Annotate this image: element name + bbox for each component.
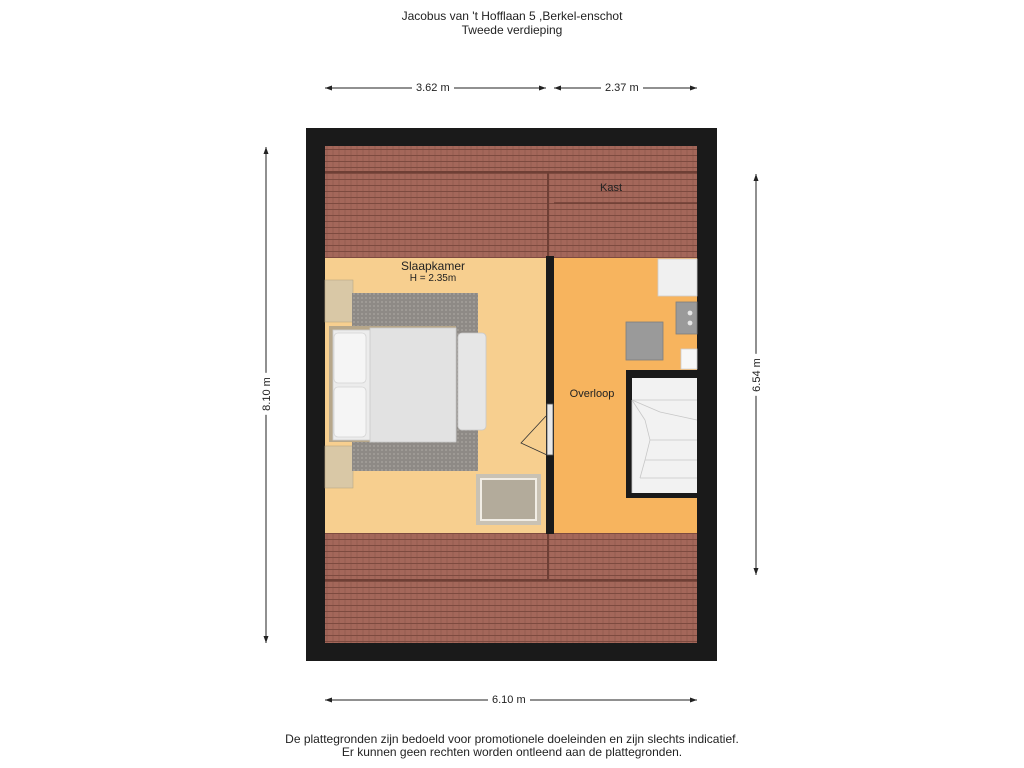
nightstand-bottom bbox=[325, 446, 353, 488]
desk bbox=[658, 259, 697, 296]
bed-pillow-top bbox=[334, 333, 366, 383]
bedroom-door bbox=[547, 404, 553, 455]
radiator bbox=[681, 349, 697, 369]
stair-treads bbox=[632, 378, 697, 493]
dim-bottom: 6.10 m bbox=[488, 694, 530, 706]
interior-wall-top bbox=[546, 256, 554, 403]
storage-box bbox=[626, 322, 663, 360]
dim-left: 8.10 m bbox=[261, 373, 273, 415]
dim-right: 6.54 m bbox=[751, 354, 763, 396]
roof-slope-bottom bbox=[325, 533, 697, 643]
cabinet bbox=[676, 302, 697, 334]
dim-top-right: 2.37 m bbox=[601, 82, 643, 94]
interior-wall-bottom bbox=[546, 455, 554, 534]
bedroom-rug-small-inner bbox=[481, 479, 536, 520]
roof-slope-top bbox=[325, 146, 697, 258]
room-label-kast: Kast bbox=[600, 182, 623, 194]
dim-top-left: 3.62 m bbox=[412, 82, 454, 94]
disclaimer-line-2: Er kunnen geen rechten worden ontleend aan de plattegronden. bbox=[341, 745, 683, 759]
room-label-slaapkamer: Slaapkamer bbox=[400, 259, 466, 273]
nightstand-top bbox=[325, 280, 353, 322]
plan-address: Jacobus van 't Hofflaan 5 ,Berkel-enschot bbox=[401, 9, 623, 23]
disclaimer-line-1: De plattegronden zijn bedoeld voor promotionele doeleinden en zijn slechts indicatief. bbox=[285, 732, 739, 746]
bed-blanket bbox=[370, 328, 456, 442]
room-height-slaapkamer: H = 2.35m bbox=[409, 273, 457, 284]
bench bbox=[458, 333, 486, 430]
room-label-overloop: Overloop bbox=[569, 388, 615, 400]
floor-name: Tweede verdieping bbox=[461, 23, 563, 37]
bed-pillow-bottom bbox=[334, 387, 366, 437]
